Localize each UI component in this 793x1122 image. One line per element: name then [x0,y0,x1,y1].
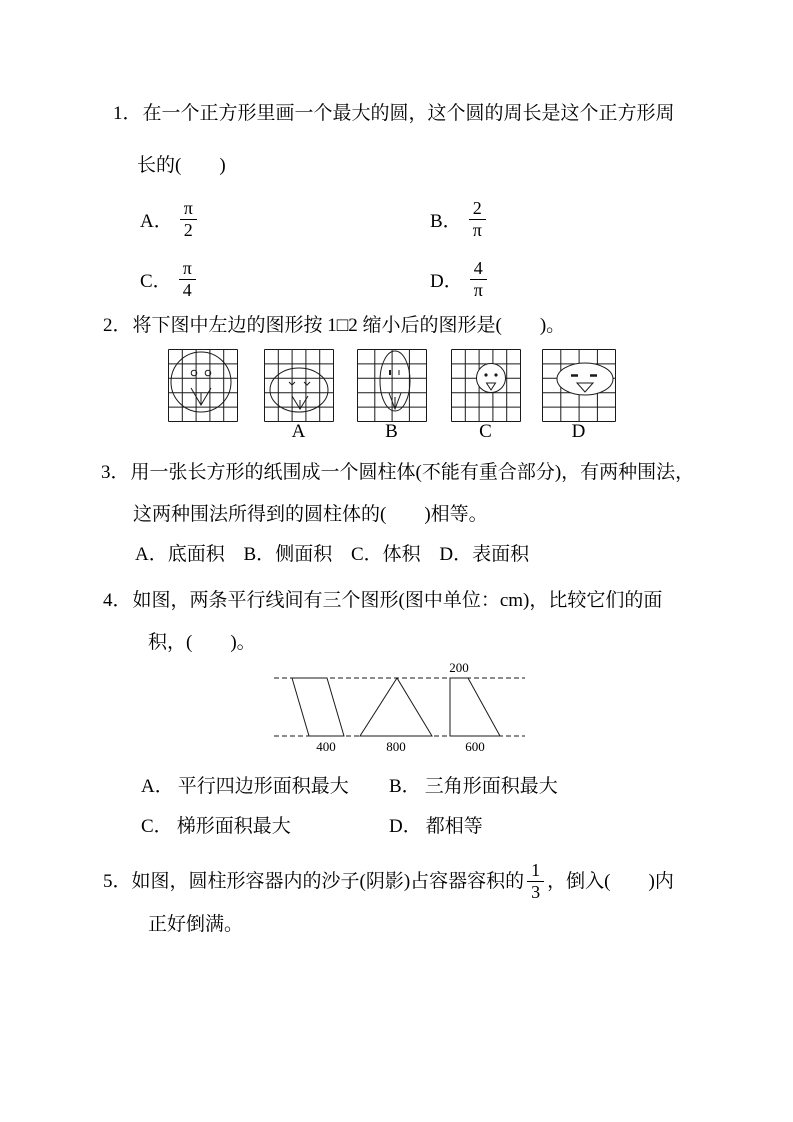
question-1-option-c [140,254,199,304]
question-5-line-1 [103,854,674,908]
option-d-text: 表面积 [472,544,530,565]
question-5-number: 5． [103,870,132,892]
question-4-text: 如图，两条平行线间有三个图形(图中单位：cm)，比较它们的面 [132,590,663,611]
face-outline [557,363,613,395]
option-c-label: C． [141,816,173,837]
question-3-option-b [244,544,333,565]
figure-label-a: A [291,421,307,442]
grid-lines [265,350,334,422]
fraction-numerator: 4 [470,258,487,280]
base-label-trapezoid: 600 [465,739,485,754]
fraction-numerator: π [179,258,196,280]
option-c-label: C． [140,270,172,292]
fraction-numerator: 2 [469,198,486,220]
question-3-number: 3． [101,462,130,483]
option-a-text: 底面积 [167,544,225,565]
figure-label-c: C [479,421,493,442]
base-label-parallelogram: 400 [316,739,336,754]
question-1-option-b [430,194,489,244]
fraction-denominator: 2 [183,219,193,240]
figure-label-b: B [385,421,399,442]
option-d-label: D． [389,816,422,837]
parallelogram-shape [292,678,344,736]
face-outline [477,364,506,393]
question-1-line-2: 长的( ) [137,155,226,176]
option-b-fraction [469,198,486,241]
triangle-shape [360,678,432,736]
one-third-fraction [527,860,544,903]
left-eye [484,373,487,376]
question-5-line-2: 正好倒满。 [148,914,244,935]
option-a-label: A． [140,210,173,232]
option-c-text: 体积 [382,544,421,565]
question-1-text: 在一个正方形里画一个最大的圆，这个圆的周长是这个正方形周 [142,103,675,124]
question-3-option-a [135,544,225,565]
question-5-text-before: 如图，圆柱形容器内的沙子(阴影)占容器容积的 [131,870,525,892]
option-b-label: B． [389,776,421,797]
question-4-option-c [141,811,291,838]
question-1-number: 1． [113,103,142,124]
question-2-number: 2． [103,315,132,336]
option-d-text: 都相等 [425,816,483,837]
question-4-option-d [389,811,483,838]
trapezoid-shape [450,678,500,736]
option-d-label: D． [430,270,463,292]
scale-figure-option-b [357,349,427,422]
top-measure-label: 200 [449,660,469,675]
grid-lines [169,350,238,422]
scale-figure-option-a [264,349,334,422]
fraction-numerator: 1 [527,860,544,882]
option-c-text: 梯形面积最大 [176,816,291,837]
right-eye [494,373,497,376]
question-3-options [135,542,543,567]
question-4-number: 4． [103,590,132,611]
figure-label-d: D [571,421,587,442]
option-b-label: B． [430,210,462,232]
question-3-text: 用一张长方形的纸围成一个圆柱体(不能有重合部分)，有两种围法， [130,462,695,483]
question-3-line-1 [101,460,694,485]
question-4-line-1 [103,588,662,613]
scale-figure-option-c [451,349,521,422]
question-2-text: 将下图中左边的图形按 1□2 缩小后的图形是( )。 [132,315,566,336]
option-c-label: C． [350,544,383,565]
right-eye [304,382,310,385]
option-b-label: B． [243,544,276,565]
question-3-option-d [439,544,529,565]
fraction-numerator: π [180,198,197,220]
question-4-option-b [389,771,558,798]
option-a-label: A． [135,544,168,565]
option-d-label: D． [439,544,473,565]
fraction-denominator: 3 [531,881,541,902]
question-1-line-1 [113,101,675,126]
option-a-label: A． [141,776,174,797]
question-4-option-a [141,771,349,798]
parallel-lines-figure [262,658,552,758]
question-4-line-2: 积，( )。 [148,632,256,653]
base-label-triangle: 800 [386,739,406,754]
question-1-option-a [140,194,200,244]
question-1-option-d [430,254,490,304]
option-b-text: 侧面积 [275,544,333,565]
fraction-denominator: π [472,219,482,240]
scale-figure-option-d [542,349,616,422]
mouth [191,388,211,405]
option-d-fraction [470,258,487,301]
question-3-line-2: 这两种围法所得到的圆柱体的( )相等。 [133,504,488,525]
option-a-fraction [180,198,197,241]
fraction-denominator: 4 [182,279,192,300]
option-b-text: 三角形面积最大 [424,776,558,797]
question-2-line [103,313,565,338]
option-c-fraction [179,258,196,301]
option-a-text: 平行四边形面积最大 [177,776,349,797]
question-3-option-c [351,544,421,565]
question-5-text-after: ，倒入( )内 [547,870,674,892]
fraction-denominator: π [473,279,483,300]
scale-figure-original [168,349,238,422]
